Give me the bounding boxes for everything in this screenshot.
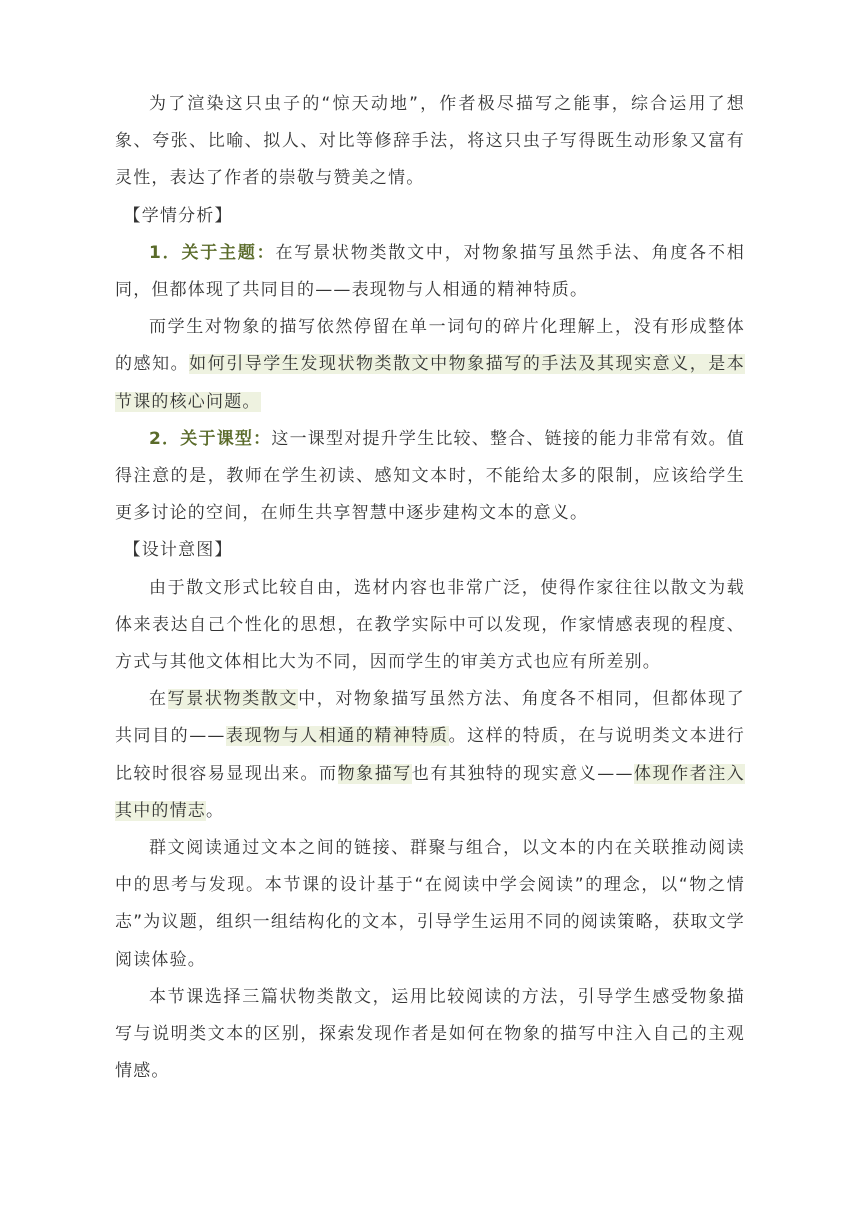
object-desc-text-1: 在	[149, 689, 168, 710]
theme-text: 在写景状物类散文中，对物象描写虽然手法、角度各不相同，但都体现了共同目的——表现物与人相通的精神特质。	[115, 242, 745, 301]
object-desc-text-3: 。这样的特质，在与说明类文本进行比较时很容易显现出来。而	[115, 726, 746, 784]
paragraph-object-description	[115, 681, 745, 830]
lesson-type-lead: 2．关于课型：	[149, 428, 272, 449]
heading-design-intent: 【设计意图】	[123, 540, 233, 561]
paragraph-intro: 为了渲染这只虫子的“惊天动地”，作者极尽描写之能事，综合运用了想象、夸张、比喻、拟人、对比等修辞手法，将这只虫子写得既生动形象又富有灵性，表达了作者的崇敬与赞美之情。	[115, 94, 745, 189]
document-body	[115, 86, 745, 1090]
paragraph-theme	[115, 235, 745, 309]
object-desc-text-5: 。	[206, 800, 225, 821]
paragraph-student-perception	[115, 309, 745, 421]
paragraph-lesson-choice: 本节课选择三篇状物类散文，运用比较阅读的方法，引导学生感受物象描写与说明类文本的区别，探索发现作者是如何在物象的描写中注入自己的主观情感。	[115, 986, 745, 1082]
heading-learning-analysis: 【学情分析】	[123, 205, 233, 226]
student-perception-text: 而学生对物象的描写依然停留在单一词句的碎片化理解上，没有形成整体的感知。	[115, 317, 745, 375]
lesson-type-text: 这一课型对提升学生比较、整合、链接的能力非常有效。值得注意的是，教师在学生初读、感知文本时，不能给太多的限制，应该给学生更多讨论的空间，在师生共享智慧中逐步建构文本的意义。	[115, 428, 745, 524]
core-question-highlight: 如何引导学生发现状物类散文中物象描写的手法及其现实意义，是本节课的核心问题。	[115, 354, 745, 412]
highlight-object-description: 物象描写	[337, 763, 412, 784]
object-desc-text-4: 也有其独特的现实意义——	[411, 763, 634, 784]
highlight-spirit-trait: 表现物与人相通的精神特质	[225, 726, 449, 747]
paragraph-group-reading: 群文阅读通过文本之间的链接、群聚与组合，以文本的内在关联推动阅读中的思考与发现。本节课的设计基于“在阅读中学会阅读”的理念，以“物之情志”为议题，组织一组结构化的文本，引导学生运用不同的阅读策略，获取文学阅读体验。	[115, 838, 745, 970]
highlight-prose-type: 写景状物类散文	[167, 689, 299, 710]
theme-lead: 1．关于主题：	[149, 242, 276, 263]
highlight-author-sentiment: 体现作者注入其中的情志	[115, 763, 745, 821]
paragraph-prose-form: 由于散文形式比较自由，选材内容也非常广泛，使得作家往往以散文为载体来表达自己个性化的思想，在教学实际中可以发现，作家情感表现的程度、方式与其他文体相比大为不同，因而学生的审美方式也应有所差别。	[115, 577, 745, 673]
paragraph-lesson-type	[115, 421, 745, 533]
object-desc-text-2: 中，对物象描写虽然方法、角度各不相同，但都体现了共同目的——	[115, 689, 745, 747]
